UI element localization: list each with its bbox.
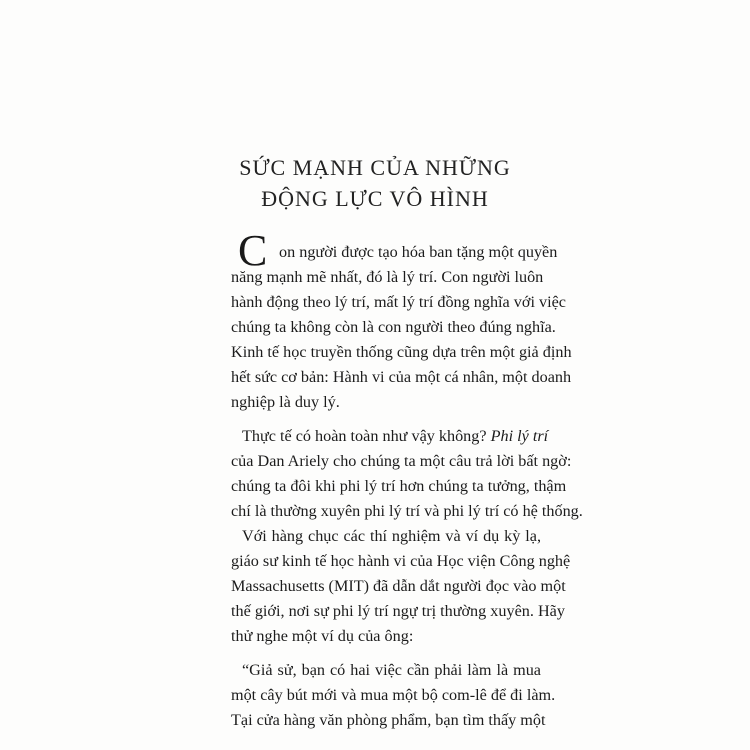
chapter-title <box>0 152 750 214</box>
paragraph-2-line-1 <box>231 425 549 447</box>
paragraph-1-line-6: hết sức cơ bản: Hành vi của một cá nhân, một doanh <box>231 368 572 386</box>
paragraph-2-line-4: chí là thường xuyên phi lý trí và phi lý trí có hệ thống. <box>231 502 583 520</box>
paragraph-2-line-3: chúng ta đôi khi phi lý trí hơn chúng ta tưởng, thậm <box>231 477 567 495</box>
paragraph-4-line-2: một cây bút mới và mua một bộ com-lê để đi làm. <box>231 686 556 704</box>
book-title-italic: Phi lý trí <box>490 427 549 445</box>
drop-cap: C <box>238 226 268 275</box>
paragraph-3-line-4: thế giới, nơi sự phi lý trí ngự trị thường xuyên. Hãy <box>231 602 565 620</box>
paragraph-3-line-3: Massachusetts (MIT) đã dẫn dắt người đọc vào một <box>231 577 566 595</box>
paragraph-1-line-5: Kinh tế học truyền thống cũng dựa trên một giả định <box>231 343 572 361</box>
paragraph-4-line-3: Tại cửa hàng văn phòng phẩm, bạn tìm thấy một <box>231 711 546 729</box>
paragraph-3-line-2: giáo sư kinh tế học hành vi của Học viện Công nghệ <box>231 552 571 570</box>
paragraph-1-line-4: chúng ta không còn là con người theo đúng nghĩa. <box>231 318 556 336</box>
paragraph-4-line-1: “Giả sử, bạn có hai việc cần phải làm là mua <box>242 661 541 679</box>
paragraph-2-plain-text: Thực tế có hoàn toàn như vậy không? <box>242 427 487 445</box>
paragraph-1-line-3: hành động theo lý trí, mất lý trí đồng nghĩa với việc <box>231 293 566 311</box>
paragraph-1-line-7: nghiệp là duy lý. <box>231 393 340 411</box>
chapter-title-line-1: SỨC MẠNH CỦA NHỮNG <box>239 155 511 180</box>
paragraph-1-line-1: on người được tạo hóa ban tặng một quyền <box>279 243 558 261</box>
paragraph-3-line-5: thử nghe một ví dụ của ông: <box>231 627 414 645</box>
paragraph-1-line-2: năng mạnh mẽ nhất, đó là lý trí. Con người luôn <box>231 268 544 286</box>
paragraph-3-line-1: Với hàng chục các thí nghiệm và ví dụ kỳ lạ, <box>242 527 541 545</box>
paragraph-2-line-2: của Dan Ariely cho chúng ta một câu trả lời bất ngờ: <box>231 452 572 470</box>
chapter-title-line-2: ĐỘNG LỰC VÔ HÌNH <box>261 186 489 211</box>
